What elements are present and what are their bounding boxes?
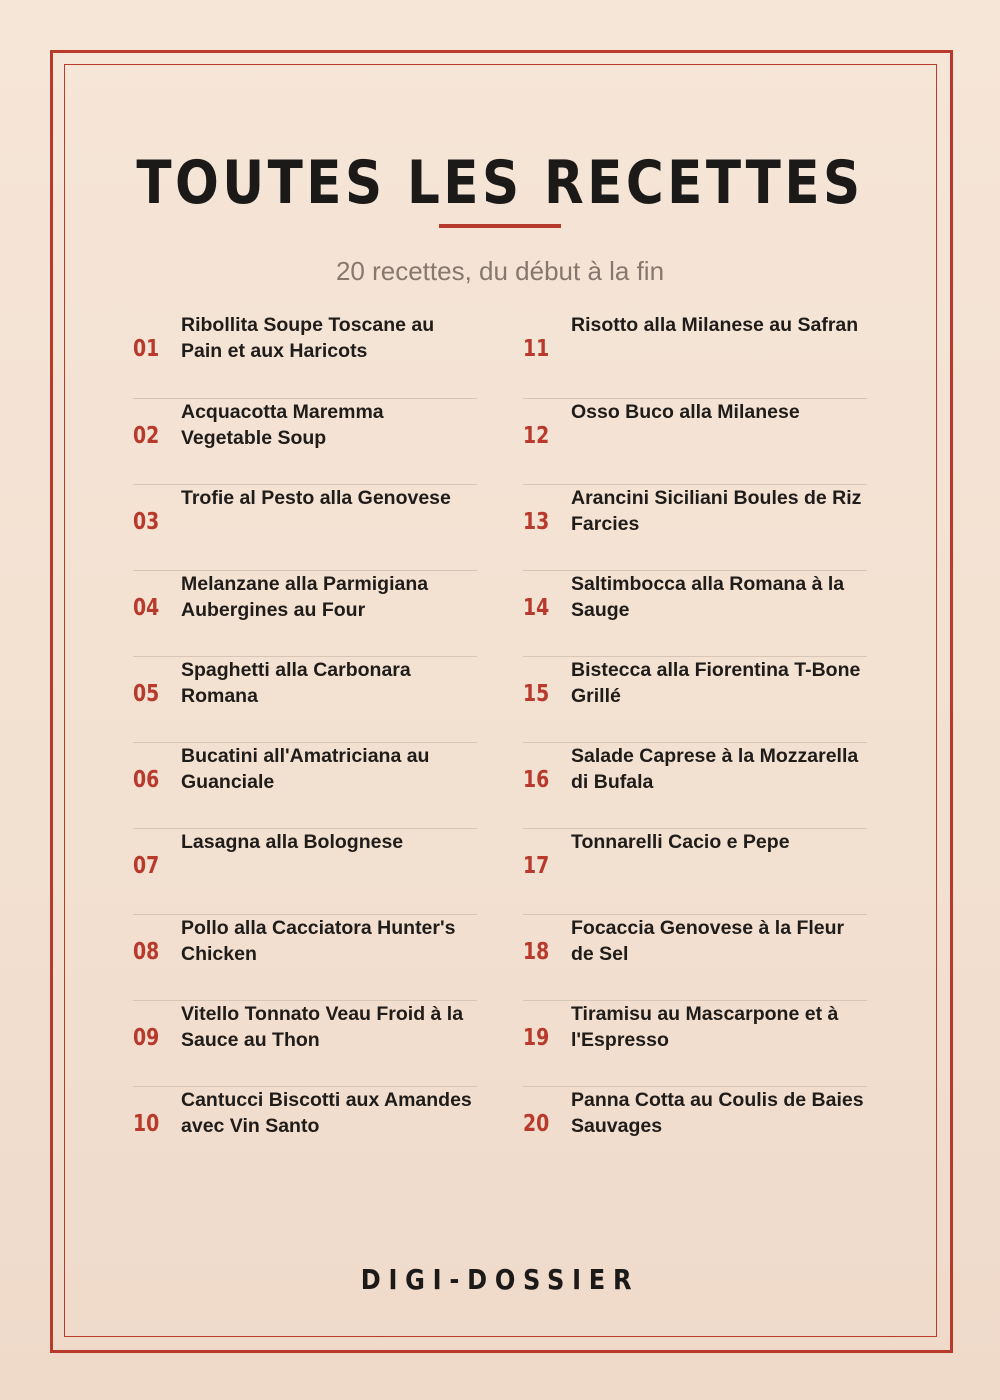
recipe-item: [133, 1086, 477, 1172]
recipe-number: 11: [523, 336, 550, 362]
recipe-number: 20: [523, 1111, 550, 1137]
recipe-item: [133, 570, 477, 656]
recipe-item: [133, 312, 477, 398]
recipe-name: Saltimbocca alla Romana à la Sauge: [571, 573, 845, 621]
recipe-number: 13: [523, 509, 550, 535]
recipe-number: 16: [523, 767, 550, 793]
title-underline: [439, 224, 561, 228]
recipe-number: 04: [133, 595, 160, 621]
recipe-item: [523, 1000, 867, 1086]
recipe-number: 19: [523, 1025, 550, 1051]
recipe-number: 12: [523, 423, 550, 449]
recipe-number: 03: [133, 509, 160, 535]
recipe-item: [133, 656, 477, 742]
recipe-number: 05: [133, 681, 160, 707]
recipe-name: Vitello Tonnato Veau Froid à la Sauce au Thon: [181, 1003, 464, 1051]
recipe-item: [523, 742, 867, 828]
recipe-item: [133, 914, 477, 1000]
recipe-item: [133, 398, 477, 484]
recipe-item: [523, 570, 867, 656]
recipe-number: 06: [133, 767, 160, 793]
recipe-item: [523, 828, 867, 914]
page-title: TOUTES LES RECETTES: [136, 148, 864, 218]
recipe-item: [523, 1086, 867, 1172]
recipe-number: 07: [133, 853, 160, 879]
recipe-name: Tiramisu au Mascarpone et à l'Espresso: [571, 1003, 839, 1051]
recipe-item: [133, 828, 477, 914]
recipe-item: [133, 1000, 477, 1086]
recipe-item: [523, 398, 867, 484]
recipe-name: Panna Cotta au Coulis de Baies Sauvages: [571, 1089, 864, 1137]
page-subtitle: 20 recettes, du début à la fin: [335, 256, 665, 286]
recipe-name: Pollo alla Cacciatora Hunter's Chicken: [181, 917, 456, 965]
recipe-list-right: [523, 312, 867, 1172]
recipe-name: Bistecca alla Fiorentina T-Bone Grillé: [571, 659, 861, 707]
recipe-number: 01: [133, 336, 160, 362]
recipe-name: Trofie al Pesto alla Genovese: [181, 487, 451, 509]
recipe-name: Bucatini all'Amatriciana au Guanciale: [181, 745, 430, 793]
recipe-name: Salade Caprese à la Mozzarella di Bufala: [571, 745, 859, 793]
recipe-item: [133, 742, 477, 828]
recipe-name: Ribollita Soupe Toscane au Pain et aux Haricots: [181, 314, 435, 362]
recipe-name: Cantucci Biscotti aux Amandes avec Vin Santo: [181, 1089, 472, 1137]
recipe-item: [523, 484, 867, 570]
recipe-name: Spaghetti alla Carbonara Romana: [181, 659, 411, 707]
brand-footer: DIGI-DOSSIER: [360, 1263, 640, 1296]
recipe-name: Acquacotta Maremma Vegetable Soup: [181, 401, 384, 449]
recipe-list-left: [133, 312, 477, 1172]
recipe-name: Melanzane alla Parmigiana Aubergines au Four: [181, 573, 429, 621]
recipe-number: 15: [523, 681, 550, 707]
recipe-item: [523, 914, 867, 1000]
recipe-name: Focaccia Genovese à la Fleur de Sel: [571, 917, 845, 965]
recipe-number: 18: [523, 939, 550, 965]
recipe-number: 09: [133, 1025, 160, 1051]
recipe-item: [133, 484, 477, 570]
recipe-number: 10: [133, 1111, 160, 1137]
recipe-number: 02: [133, 423, 160, 449]
recipe-item: [523, 312, 867, 398]
recipe-name: Tonnarelli Cacio e Pepe: [571, 831, 790, 853]
recipe-number: 14: [523, 595, 550, 621]
recipe-number: 17: [523, 853, 550, 879]
recipe-name: Lasagna alla Bolognese: [181, 831, 404, 853]
recipe-name: Arancini Siciliani Boules de Riz Farcies: [571, 487, 862, 535]
recipe-name: Osso Buco alla Milanese: [571, 401, 800, 423]
recipe-name: Risotto alla Milanese au Safran: [571, 314, 859, 336]
recipe-item: [523, 656, 867, 742]
recipe-number: 08: [133, 939, 160, 965]
